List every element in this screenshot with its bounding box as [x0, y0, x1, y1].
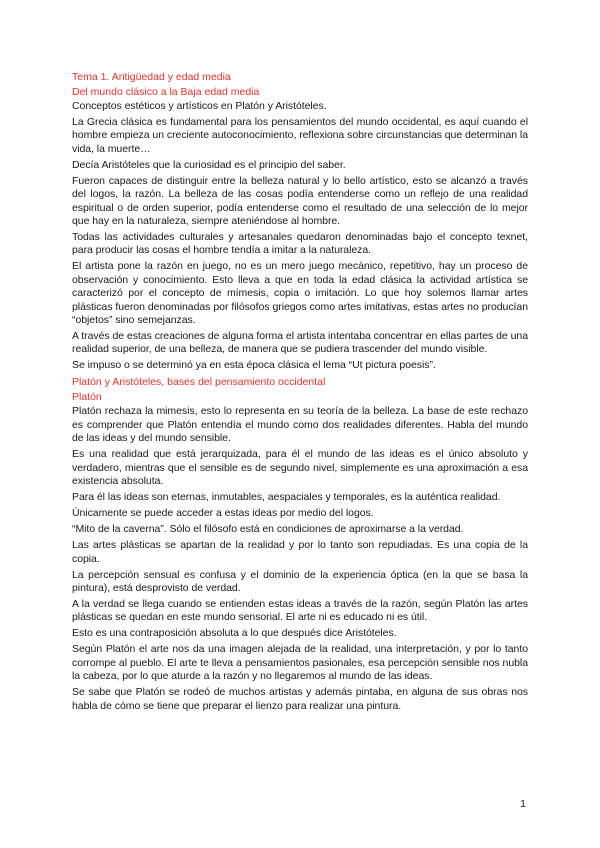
paragraph: Esto es una contraposición absoluta a lo que después dice Aristóteles. [72, 627, 397, 640]
paragraph: Se sabe que Platón se rodeó de muchos artistas y además pintaba, en alguna de sus obras nos habla de cómo se tiene que preparar el lienzo para realizar una pintura. [72, 686, 528, 712]
page-number: 1 [520, 798, 526, 810]
chapter-title: Tema 1. Antigüedad y edad media [72, 71, 231, 83]
paragraph: Según Platón el arte nos da una imagen alejada de la realidad, una interpretación, y por lo tanto corrompe al pueblo. El arte te lleva a pensamientos pasionales, esa percepción sensible nos nubla la cabeza, por lo que aturde a la razón y no llegaremos al mundo de las ideas. [72, 643, 528, 683]
paragraph: A través de estas creaciones de alguna forma el artista intentaba concentrar en ellas partes de una realidad superior, de una belleza, de manera que se pudiera trascender del mundo visible. [72, 330, 528, 356]
paragraph: Conceptos estéticos y artísticos en Platón y Aristóteles. [72, 100, 327, 112]
paragraph: A la verdad se llega cuando se entienden estas ideas a través de la razón, según Platón las artes plásticas se quedan en este mundo sensorial. El arte ni es educado ni es útil. [72, 597, 528, 624]
document-page [72, 70, 528, 716]
paragraph: Las artes plásticas se apartan de la realidad y por lo tanto son repudiadas. Es una copia de la copia. [72, 539, 528, 565]
paragraph: Todas las actividades culturales y artesanales quedaron denominadas bajo el concepto texnet, para producir las cosas el hombre tendía a imitar a la naturaleza. [72, 231, 528, 257]
section-body-2 [72, 405, 528, 712]
paragraph: La Grecia clásica es fundamental para los pensamientos del mundo occidental, es aquí cuando el hombre empieza un creciente autoconocimiento, reflexiona sobre circunstancias que determinan la vida, la muerte… [72, 116, 528, 155]
paragraph: Para él las ideas son eternas, inmutables, aespaciales y temporales, es la auténtica realidad. [72, 491, 501, 504]
paragraph: Decía Aristóteles que la curiosidad es el principio del saber. [72, 158, 346, 171]
paragraph: El artista pone la razón en juego, no es un mero juego mecánico, repetitivo, hay un proceso de observación y conocimiento. Esto lleva a que en toda la edad clásica la actividad artística se caracterizó por el concepto de mímesis, copia o imitación. Lo que hoy solemos llamar artes plásticas fueron denominadas por filósofos griegos como artes imitativas, estas artes no producían “objetos” sino semejanzas. [72, 260, 528, 327]
paragraph: Únicamente se puede acceder a estas ideas por medio del logos. [72, 507, 374, 520]
paragraph: Es una realidad que está jerarquizada, para él el mundo de las ideas es el único absoluto y verdadero, mientras que el sensible es de segundo nivel, simplemente es una aproximación a esa existencia absoluta. [72, 448, 528, 488]
subsection-title-platon: Platón [72, 391, 102, 404]
section-body-1 [72, 100, 528, 373]
paragraph: La percepción sensual es confusa y el dominio de la experiencia óptica (en la que se basa la pintura), está desprovisto de verdad. [72, 568, 528, 594]
paragraph: “Mito de la caverna”. Sólo el filósofo está en condiciones de aproximarse a la verdad. [72, 523, 464, 536]
subsection-title: Platón y Aristóteles, bases del pensamiento occidental [72, 376, 326, 389]
section-title: Del mundo clásico a la Baja edad media [72, 86, 260, 98]
paragraph: Platón rechaza la mimesis, esto lo representa en su teoría de la belleza. La base de este rechazo es comprender que Platón entendía el mundo como dos realidades diferentes. Habla del mundo de las ideas y del mundo sensible. [72, 405, 528, 445]
paragraph: Se impuso o se determinó ya en esta época clásica el lema “Ut pictura poesis”. [72, 359, 436, 372]
paragraph: Fueron capaces de distinguir entre la belleza natural y lo bello artístico, esto se alcanzó a través del logos, la razón. La belleza de las cosas podía entenderse como un reflejo de una realidad espiritual o de orden superior, podía entenderse como el resultado de una selección de lo mejor que hay en la naturaleza, siempre ateniéndose al hombre. [72, 174, 528, 228]
